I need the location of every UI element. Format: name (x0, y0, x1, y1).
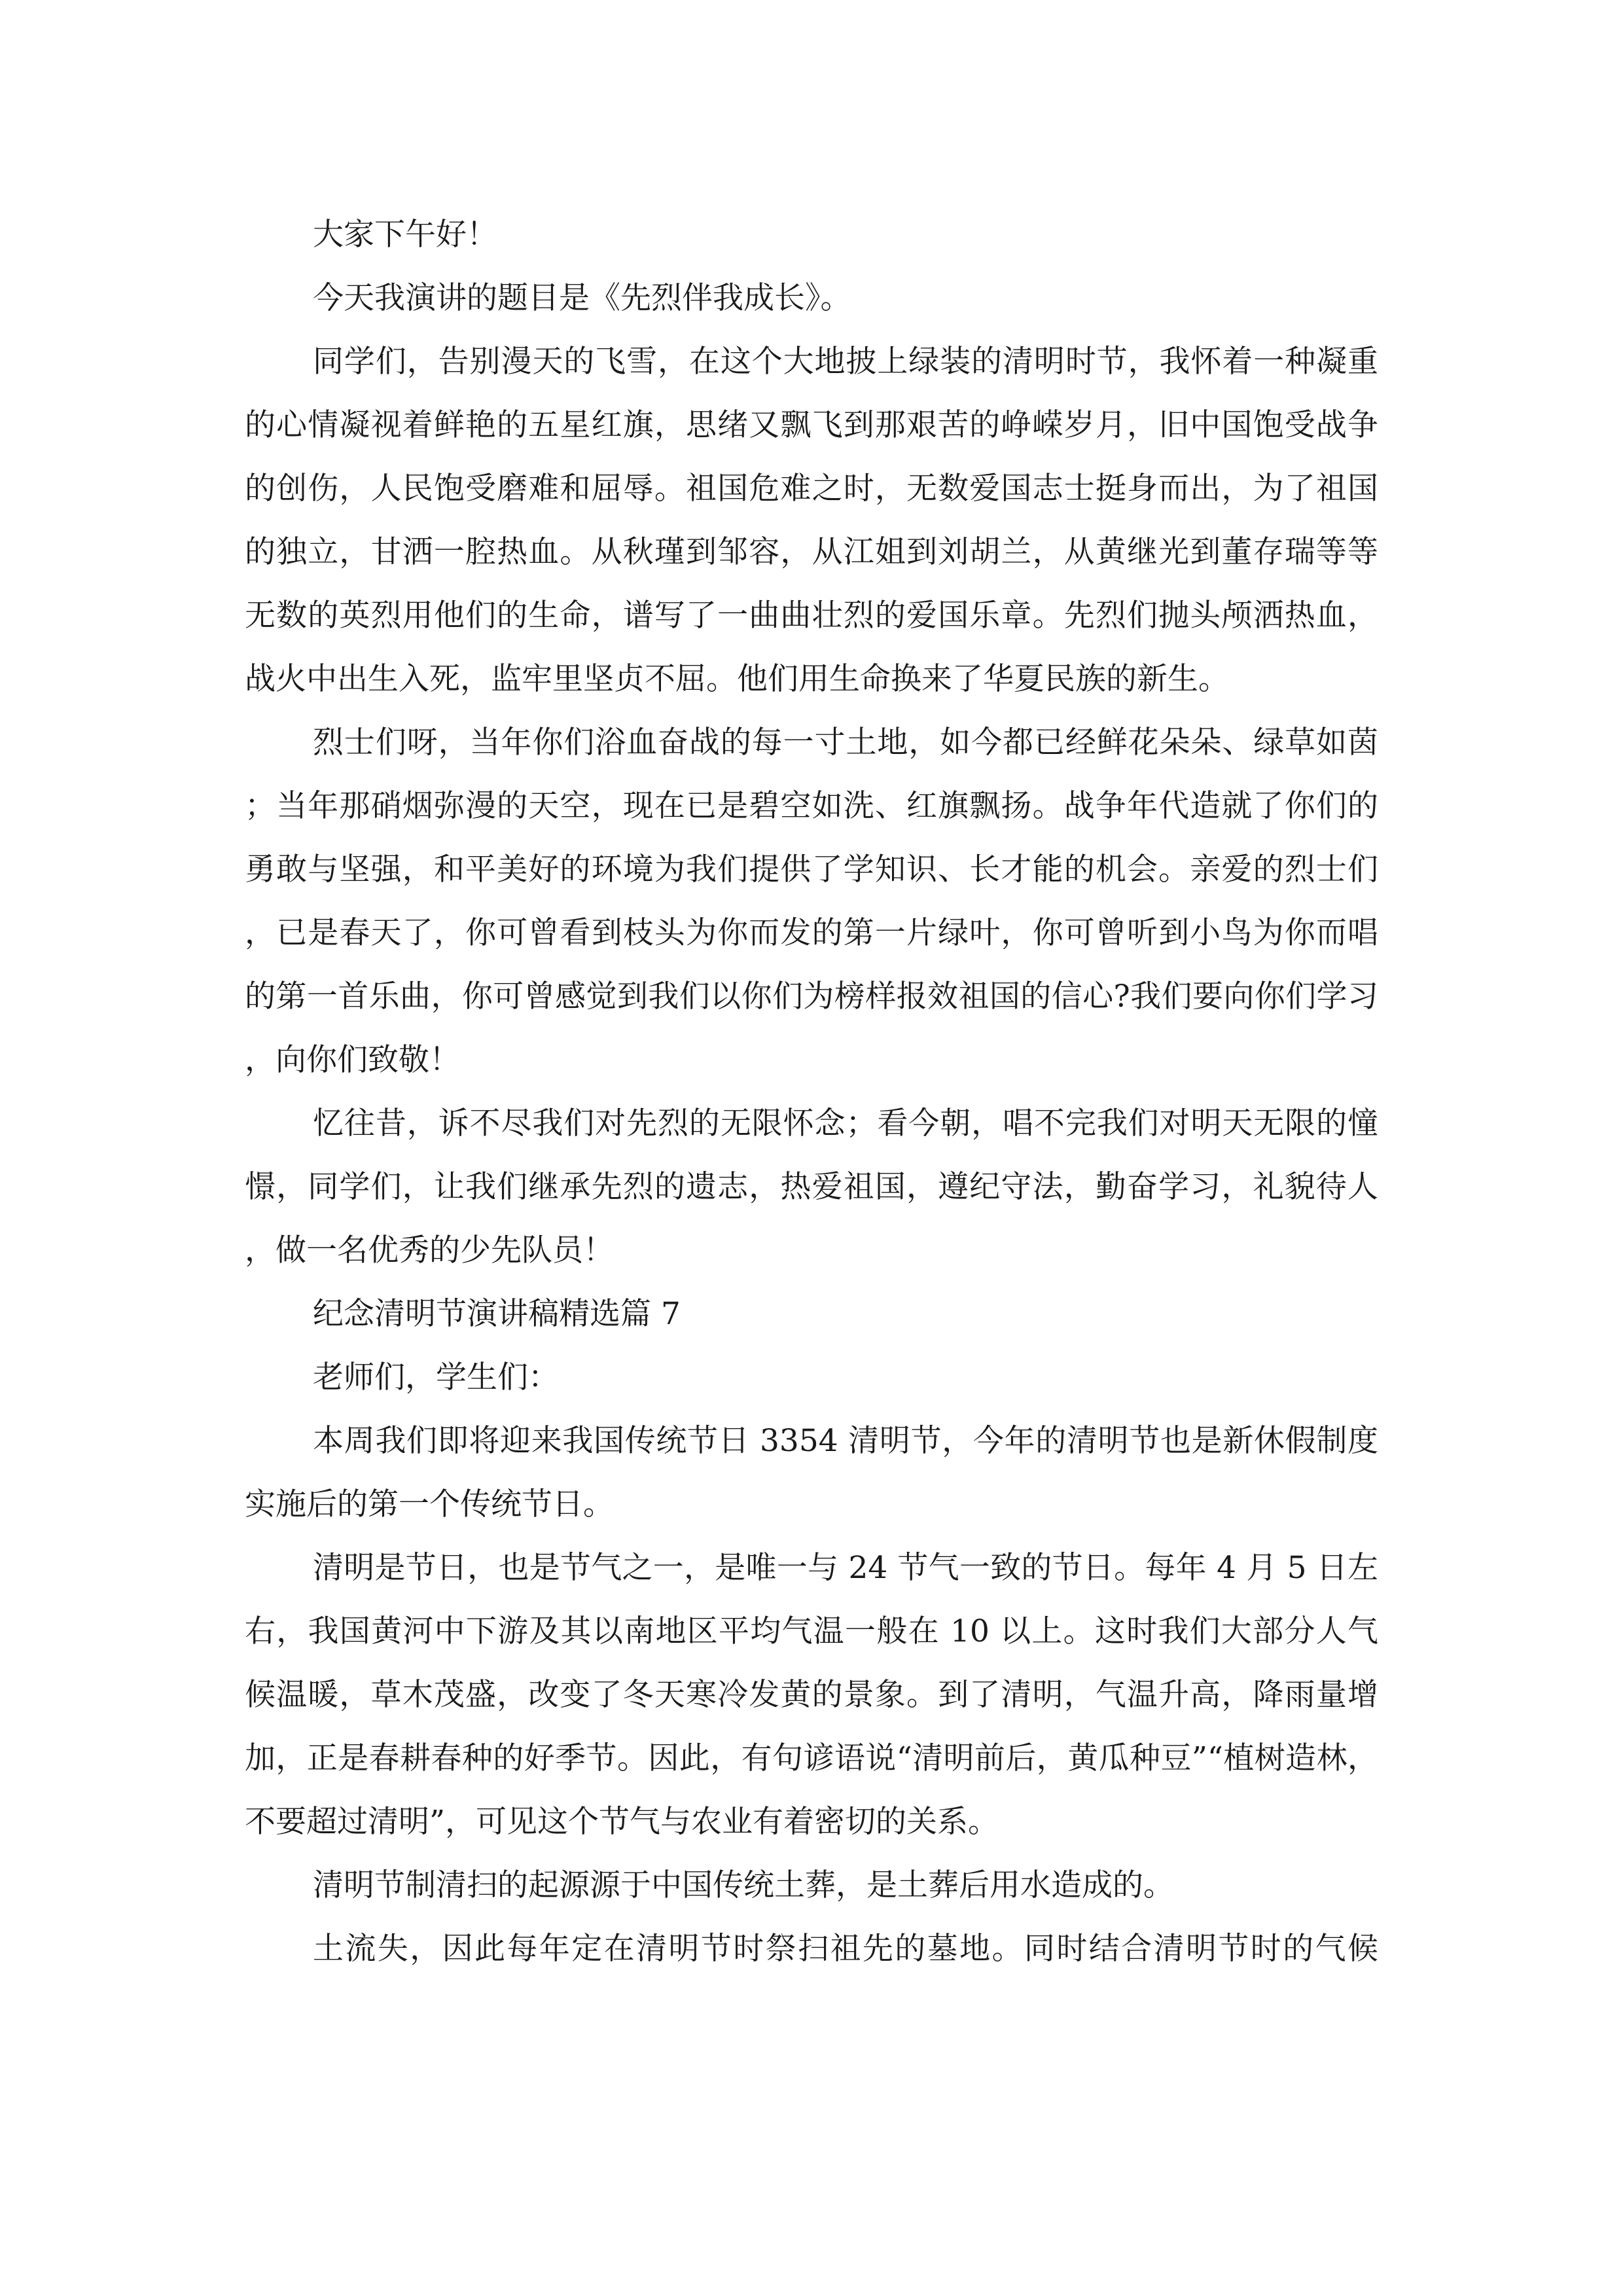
section-heading: 纪念清明节演讲稿精选篇 7 (313, 1296, 681, 1332)
body-paragraph: 本周我们即将迎来我国传统节日 3354 清明节，今年的清明节也是新休假制度实施后的第一个传统节日。 (245, 1423, 1378, 1522)
body-paragraph: 清明节制清扫的起源源于中国传统土葬，是土葬后用水造成的。 (313, 1867, 1174, 1903)
body-paragraph: 烈士们呀，当年你们浴血奋战的每一寸土地，如今都已经鲜花朵朵、绿草如茵；当年那硝烟弥漫的天空，现在已是碧空如洗、红旗飘扬。战争年代造就了你们的勇敢与坚强，和平美好的环境为我们提供了学知识、长才能的机会。亲爱的烈士们，已是春天了，你可曾看到枝头为你而发的第一片绿叶，你可曾听到小鸟为你而唱的第一首乐曲，你可曾感觉到我们以你们为榜样报效祖国的信心?我们要向你们学习，向你们致敬！ (245, 725, 1378, 1078)
salutation-paragraph: 老师们，学生们： (313, 1359, 559, 1395)
greeting-paragraph: 大家下午好！ (313, 217, 497, 253)
body-paragraph: 土流失，因此每年定在清明节时祭扫祖先的墓地。同时结合清明节时的气候 (313, 1931, 1378, 1967)
speech-title-paragraph: 今天我演讲的题目是《先烈伴我成长》。 (313, 280, 851, 316)
body-paragraph: 同学们，告别漫天的飞雪，在这个大地披上绿装的清明时节，我怀着一种凝重的心情凝视着鲜艳的五星红旗，思绪又飘飞到那艰苦的峥嵘岁月，旧中国饱受战争的创伤，人民饱受磨难和屈辱。祖国危难之时，无数爱国志士挺身而出，为了祖国的独立，甘洒一腔热血。从秋瑾到邹容，从江姐到刘胡兰，从黄继光到董存瑞等等无数的英烈用他们的生命，谱写了一曲曲壮烈的爱国乐章。先烈们抛头颅洒热血，战火中出生入死，监牢里坚贞不屈。他们用生命换来了华夏民族的新生。 (245, 344, 1378, 697)
body-paragraph: 忆往昔，诉不尽我们对先烈的无限怀念；看今朝，唱不完我们对明天无限的憧憬，同学们，让我们继承先烈的遗志，热爱祖国，遵纪守法，勤奋学习，礼貌待人，做一名优秀的少先队员！ (245, 1105, 1378, 1268)
body-paragraph: 清明是节日，也是节气之一，是唯一与 24 节气一致的节日。每年 4 月 5 日左右，我国黄河中下游及其以南地区平均气温一般在 10 以上。这时我们大部分人气候温暖，草木茂盛，改变了冬天寒冷发黄的景象。到了清明，气温升高，降雨量增加，正是春耕春种的好季节。因此，有句谚语说“清明前后，黄瓜种豆”“植树造林，不要超过清明”，可见这个节气与农业有着密切的关系。 (245, 1550, 1378, 1840)
document-body (245, 203, 1378, 1981)
